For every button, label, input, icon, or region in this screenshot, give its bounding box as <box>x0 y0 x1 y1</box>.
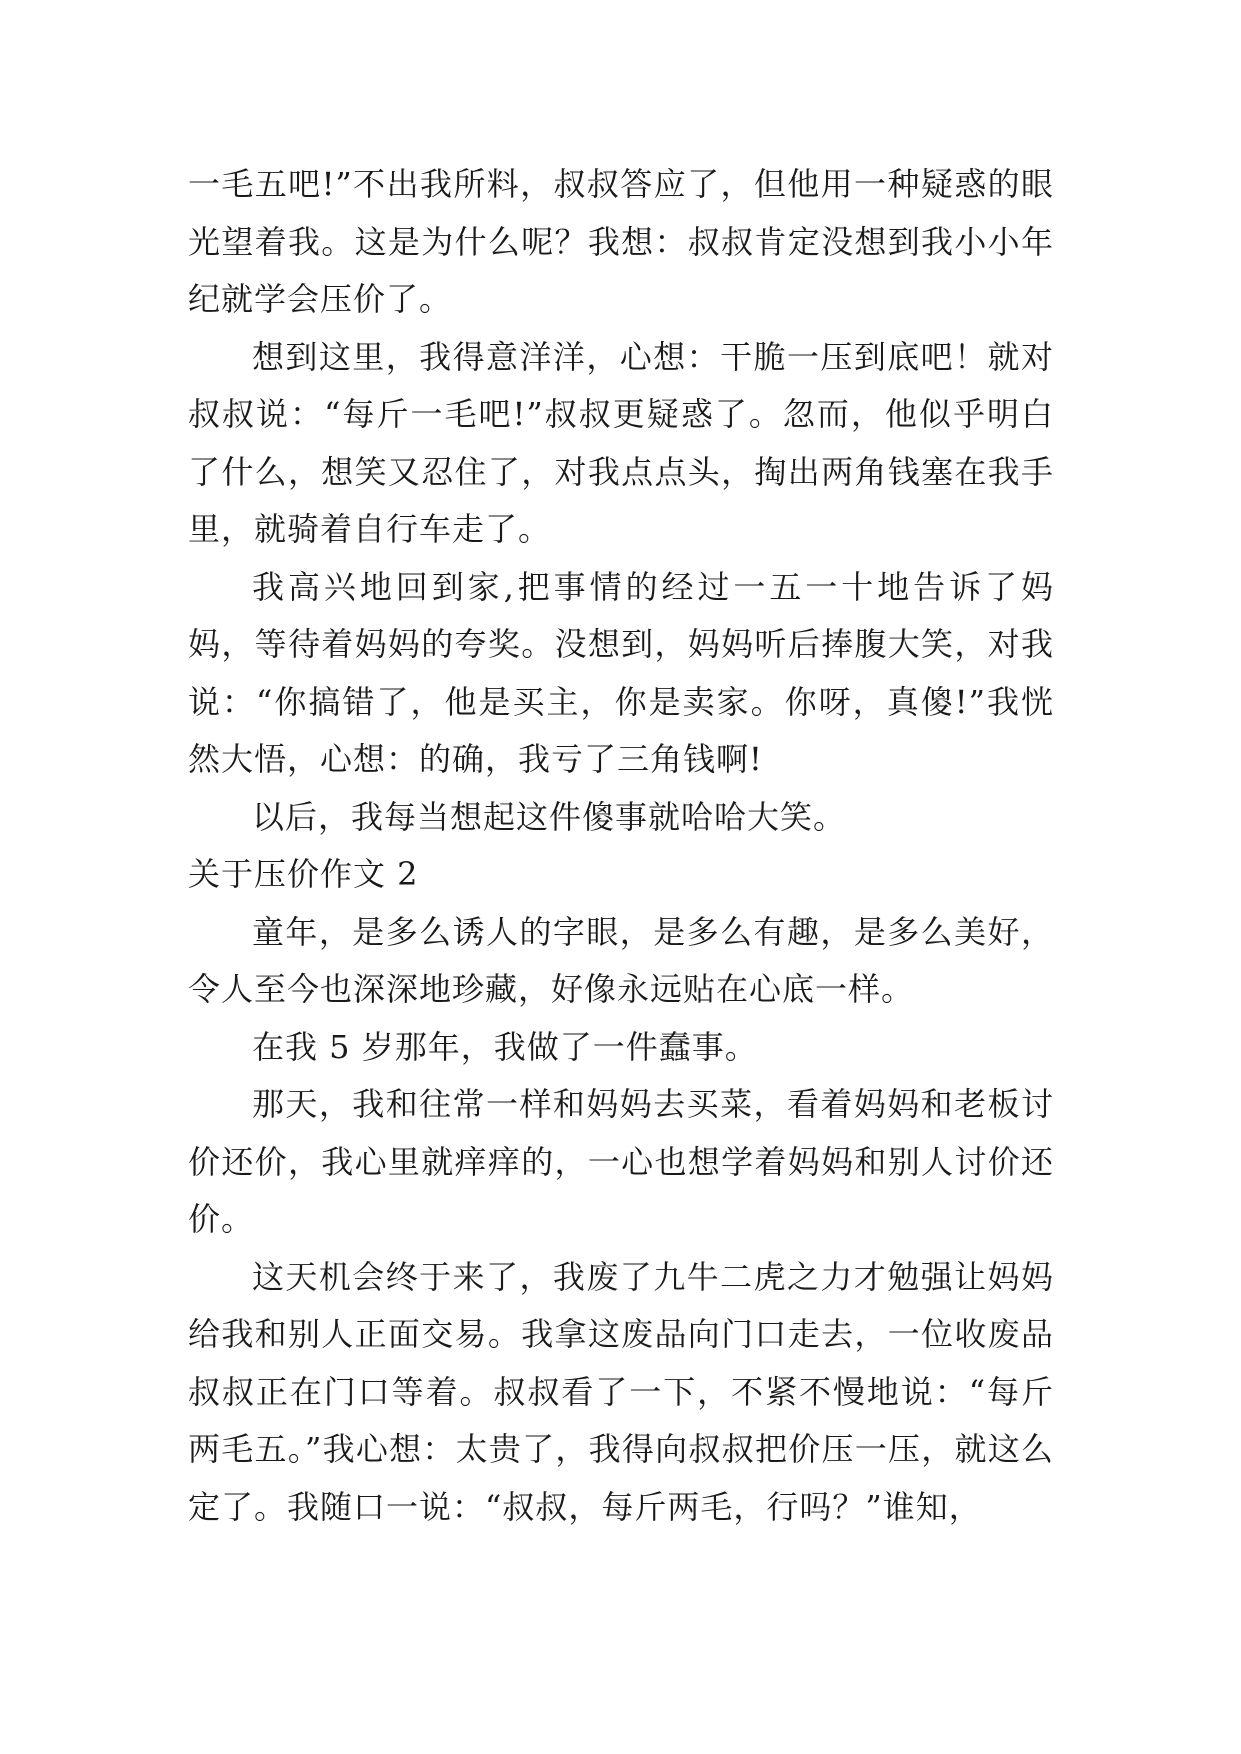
paragraph-6: 在我 5 岁那年，我做了一件蠢事。 <box>252 1027 758 1066</box>
paragraph-1: 一毛五吧!”不出我所料，叔叔答应了，但他用一种疑惑的眼光望着我。这是为什么呢？我想：叔叔肯定没想到我小小年纪就学会压价了。 <box>188 165 1054 318</box>
paragraph-3: 我高兴地回到家,把事情的经过一五一十地告诉了妈妈，等待着妈妈的夸奖。没想到，妈妈听后捧腹大笑，对我说：“你搞错了，他是买主，你是卖家。你呀，真傻!”我恍然大悟，心想：的确，我亏了三角钱啊! <box>188 567 1054 778</box>
paragraph-5: 童年，是多么诱人的字眼，是多么有趣，是多么美好，令人至今也深深地珍藏，好像永远贴在心底一样。 <box>188 912 1054 1008</box>
paragraph-2: 想到这里，我得意洋洋，心想：干脆一压到底吧！就对叔叔说：“每斤一毛吧!”叔叔更疑惑了。忽而，他似乎明白了什么，想笑又忍住了，对我点点头，掏出两角钱塞在我手里，就骑着自行车走了。 <box>188 337 1054 548</box>
paragraph-7: 那天，我和往常一样和妈妈去买菜，看着妈妈和老板讨价还价，我心里就痒痒的，一心也想学着妈妈和别人讨价还价。 <box>188 1085 1054 1238</box>
paragraph-8: 这天机会终于来了，我废了九牛二虎之力才勉强让妈妈给我和别人正面交易。我拿这废品向门口走去，一位收废品叔叔正在门口等着。叔叔看了一下，不紧不慢地说：“每斤两毛五。”我心想：太贵了，我得向叔叔把价压一压，就这么定了。我随口一说：“叔叔，每斤两毛，行吗？”谁知， <box>188 1257 1054 1526</box>
document-body <box>188 156 1054 1536</box>
paragraph-4: 以后，我每当想起这件傻事就哈哈大笑。 <box>252 797 847 836</box>
section-heading: 关于压价作文 2 <box>188 855 419 893</box>
